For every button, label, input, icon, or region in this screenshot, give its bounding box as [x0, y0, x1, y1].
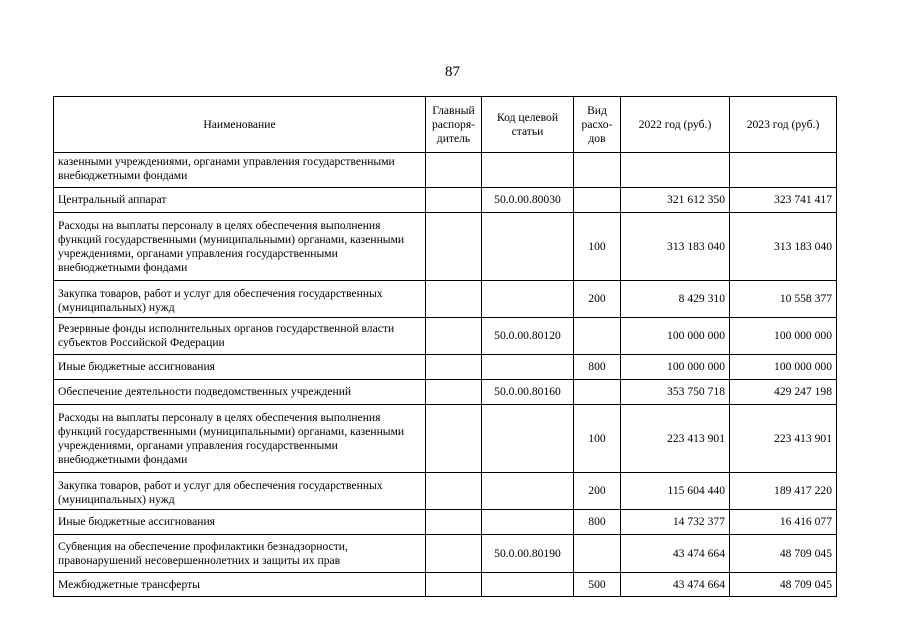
row-manager [426, 153, 482, 188]
row-2022: 353 750 718 [621, 380, 730, 405]
header-expense-type: Вид расхо- дов [574, 97, 621, 153]
row-code [482, 355, 574, 380]
row-code: 50.0.00.80190 [482, 535, 574, 573]
row-code [482, 153, 574, 188]
row-name: Резервные фонды исполнительных органов государственной власти субъектов Российской Федерации [54, 318, 426, 355]
page-number: 87 [445, 64, 460, 80]
row-2022 [621, 153, 730, 188]
row-manager [426, 510, 482, 535]
row-2023: 100 000 000 [730, 355, 837, 380]
row-kind: 200 [574, 281, 621, 318]
row-name: Расходы на выплаты персоналу в целях обеспечения выполнения функций государственными (муниципальными) органами, казенными учреждениями, органами управления государственными внебюджетными фондами [54, 405, 426, 473]
row-kind [574, 318, 621, 355]
row-2023: 48 709 045 [730, 573, 837, 597]
table-row [54, 355, 837, 380]
row-manager [426, 318, 482, 355]
table-row [54, 318, 837, 355]
row-kind [574, 380, 621, 405]
header-name: Наименование [54, 97, 426, 153]
row-name: Обеспечение деятельности подведомственных учреждений [54, 380, 426, 405]
row-kind [574, 188, 621, 213]
header-year-2022: 2022 год (руб.) [621, 97, 730, 153]
row-name: Иные бюджетные ассигнования [54, 355, 426, 380]
table-row [54, 281, 837, 318]
row-2022: 321 612 350 [621, 188, 730, 213]
row-code [482, 213, 574, 281]
row-code: 50.0.00.80160 [482, 380, 574, 405]
row-2023: 429 247 198 [730, 380, 837, 405]
row-2023: 189 417 220 [730, 473, 837, 510]
row-kind: 800 [574, 510, 621, 535]
row-manager [426, 188, 482, 213]
row-kind: 100 [574, 213, 621, 281]
row-2023 [730, 153, 837, 188]
row-name: Субвенция на обеспечение профилактики безнадзорности, правонарушений несовершеннолетних и защиты их прав [54, 535, 426, 573]
row-kind [574, 153, 621, 188]
row-2022: 43 474 664 [621, 535, 730, 573]
row-kind: 500 [574, 573, 621, 597]
row-kind [574, 535, 621, 573]
row-2022: 14 732 377 [621, 510, 730, 535]
row-code [482, 473, 574, 510]
row-2023: 100 000 000 [730, 318, 837, 355]
row-2022: 8 429 310 [621, 281, 730, 318]
table-row [54, 213, 837, 281]
row-manager [426, 405, 482, 473]
header-target-code: Код целевой статьи [482, 97, 574, 153]
table-row [54, 380, 837, 405]
table-row [54, 535, 837, 573]
row-name: Расходы на выплаты персоналу в целях обеспечения выполнения функций государственными (муниципальными) органами, казенными учреждениями, органами управления государственными внебюджетными фондами [54, 213, 426, 281]
row-2023: 48 709 045 [730, 535, 837, 573]
row-2023: 313 183 040 [730, 213, 837, 281]
row-kind: 200 [574, 473, 621, 510]
table-row [54, 153, 837, 188]
row-code: 50.0.00.80030 [482, 188, 574, 213]
row-2022: 223 413 901 [621, 405, 730, 473]
row-manager [426, 213, 482, 281]
row-code [482, 405, 574, 473]
row-name: Межбюджетные трансферты [54, 573, 426, 597]
row-2022: 43 474 664 [621, 573, 730, 597]
budget-table [53, 96, 837, 597]
table-row [54, 188, 837, 213]
row-kind: 100 [574, 405, 621, 473]
row-name: Иные бюджетные ассигнования [54, 510, 426, 535]
row-manager [426, 573, 482, 597]
row-2022: 115 604 440 [621, 473, 730, 510]
table-row [54, 510, 837, 535]
header-main-manager: Главный распоря- дитель [426, 97, 482, 153]
row-name: Закупка товаров, работ и услуг для обеспечения государственных (муниципальных) нужд [54, 281, 426, 318]
row-manager [426, 355, 482, 380]
row-code [482, 510, 574, 535]
row-2023: 223 413 901 [730, 405, 837, 473]
row-2022: 313 183 040 [621, 213, 730, 281]
row-manager [426, 535, 482, 573]
row-code [482, 281, 574, 318]
row-2023: 323 741 417 [730, 188, 837, 213]
row-2022: 100 000 000 [621, 355, 730, 380]
row-2023: 10 558 377 [730, 281, 837, 318]
row-manager [426, 380, 482, 405]
row-code [482, 573, 574, 597]
table-row [54, 573, 837, 597]
row-2023: 16 416 077 [730, 510, 837, 535]
row-manager [426, 473, 482, 510]
row-manager [426, 281, 482, 318]
row-name: Центральный аппарат [54, 188, 426, 213]
row-name: Закупка товаров, работ и услуг для обеспечения государственных (муниципальных) нужд [54, 473, 426, 510]
row-code: 50.0.00.80120 [482, 318, 574, 355]
row-name: казенными учреждениями, органами управления государственными внебюджетными фондами [54, 153, 426, 188]
table-row [54, 405, 837, 473]
table-header-row [54, 97, 837, 153]
row-kind: 800 [574, 355, 621, 380]
table-row [54, 473, 837, 510]
row-2022: 100 000 000 [621, 318, 730, 355]
header-year-2023: 2023 год (руб.) [730, 97, 837, 153]
